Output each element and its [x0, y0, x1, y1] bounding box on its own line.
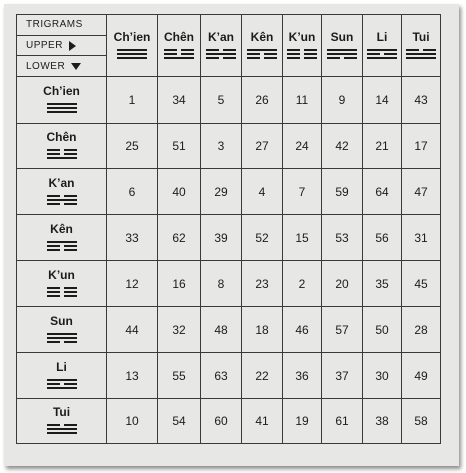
row-header-trigram-icon: [47, 239, 77, 253]
row-header: [17, 353, 107, 399]
row-header-label: Ch’ien: [43, 84, 80, 98]
hexagram-number-cell: 47: [402, 169, 441, 215]
row-header-trigram-icon: [47, 193, 77, 207]
row-header-label: Li: [56, 359, 67, 374]
hexagram-number-cell: 64: [363, 169, 402, 215]
hexagram-number-cell: 7: [283, 169, 322, 215]
hexagram-number-cell: 57: [322, 307, 363, 353]
table-row: [17, 399, 441, 444]
hexagram-number-cell: 14: [363, 77, 402, 124]
hexagram-number-cell: 24: [283, 124, 322, 169]
hexagram-number-cell: 30: [363, 353, 402, 399]
column-header-trigram-icon: [117, 47, 147, 61]
row-header: [17, 307, 107, 353]
row-header-label: K’an: [48, 175, 75, 190]
hexagram-number-cell: 22: [242, 353, 283, 399]
hexagram-number-cell: 49: [402, 353, 441, 399]
hexagram-number-cell: 52: [242, 215, 283, 261]
upper-label: [17, 35, 106, 56]
row-header: [17, 215, 107, 261]
hexagram-number-cell: 12: [107, 261, 158, 307]
row-header-trigram-icon: [47, 101, 77, 115]
trigrams-label: [17, 15, 106, 35]
hexagram-number-cell: 18: [242, 307, 283, 353]
row-header: [17, 399, 107, 444]
row-header-label: Kên: [50, 221, 73, 236]
column-header-label: Kên: [250, 29, 274, 44]
row-header-label: Sun: [50, 313, 73, 328]
lower-label-text: LOWER: [26, 60, 66, 72]
hexagram-number-cell: 5: [201, 77, 242, 124]
hexagram-number-cell: 23: [242, 261, 283, 307]
column-header-label: Li: [376, 29, 388, 44]
column-header: [158, 15, 201, 77]
row-header-trigram-icon: [47, 285, 77, 299]
hexagram-number-cell: 63: [201, 353, 242, 399]
hexagram-number-cell: 36: [283, 353, 322, 399]
hexagram-number-cell: 40: [158, 169, 201, 215]
table-body: [17, 77, 441, 444]
column-header: [201, 15, 242, 77]
column-header: [283, 15, 322, 77]
row-header-label: Tui: [52, 405, 71, 419]
hexagram-number-cell: 43: [402, 77, 441, 124]
trigrams-label-text: TRIGRAMS: [26, 19, 83, 31]
arrow-down-icon: [71, 63, 81, 70]
hexagram-number-cell: 3: [201, 124, 242, 169]
row-header-trigram-icon: [47, 422, 77, 436]
hexagram-number-cell: 58: [402, 399, 441, 444]
hexagram-number-cell: 26: [242, 77, 283, 124]
row-header-trigram-icon: [47, 147, 77, 161]
corner-cell: [17, 15, 107, 77]
hexagram-number-cell: 48: [201, 307, 242, 353]
column-header-trigram-icon: [164, 47, 194, 61]
column-header-label: K’un: [288, 29, 316, 44]
hexagram-number-cell: 29: [201, 169, 242, 215]
column-header-trigram-icon: [327, 47, 357, 61]
hexagram-number-cell: 53: [322, 215, 363, 261]
arrow-right-icon: [69, 41, 76, 51]
hexagram-number-cell: 8: [201, 261, 242, 307]
hexagram-number-cell: 50: [363, 307, 402, 353]
hexagram-number-cell: 37: [322, 353, 363, 399]
hexagram-number-cell: 6: [107, 169, 158, 215]
table-row: [17, 261, 441, 307]
hexagram-number-cell: 19: [283, 399, 322, 444]
column-header: [363, 15, 402, 77]
hexagram-number-cell: 51: [158, 124, 201, 169]
table-row: [17, 77, 441, 124]
hexagram-number-cell: 25: [107, 124, 158, 169]
hexagram-table: [16, 14, 441, 444]
upper-label-text: UPPER: [26, 40, 63, 51]
column-header-label: Chên: [164, 29, 194, 44]
hexagram-number-cell: 39: [201, 215, 242, 261]
hexagram-number-cell: 17: [402, 124, 441, 169]
header-row: [17, 15, 441, 77]
hexagram-number-cell: 1: [107, 77, 158, 124]
hexagram-number-cell: 20: [322, 261, 363, 307]
lower-label: [17, 55, 106, 76]
hexagram-number-cell: 32: [158, 307, 201, 353]
column-header-label: K’an: [207, 29, 234, 44]
column-header: [402, 15, 441, 77]
hexagram-number-cell: 34: [158, 77, 201, 124]
row-header: [17, 124, 107, 169]
column-header-label: Ch’ien: [113, 29, 151, 44]
table-row: [17, 307, 441, 353]
hexagram-number-cell: 11: [283, 77, 322, 124]
column-header: [242, 15, 283, 77]
hexagram-number-cell: 56: [363, 215, 402, 261]
hexagram-number-cell: 31: [402, 215, 441, 261]
table-row: [17, 215, 441, 261]
hexagram-number-cell: 4: [242, 169, 283, 215]
hexagram-number-cell: 54: [158, 399, 201, 444]
hexagram-number-cell: 13: [107, 353, 158, 399]
column-header: [322, 15, 363, 77]
hexagram-number-cell: 38: [363, 399, 402, 444]
hexagram-number-cell: 33: [107, 215, 158, 261]
column-header-trigram-icon: [367, 47, 397, 61]
hexagram-number-cell: 61: [322, 399, 363, 444]
hexagram-number-cell: 62: [158, 215, 201, 261]
hexagram-number-cell: 9: [322, 77, 363, 124]
hexagram-number-cell: 41: [242, 399, 283, 444]
row-header: [17, 169, 107, 215]
column-header-trigram-icon: [287, 47, 317, 61]
hexagram-number-cell: 44: [107, 307, 158, 353]
hexagram-number-cell: 16: [158, 261, 201, 307]
hexagram-number-cell: 55: [158, 353, 201, 399]
row-header: [17, 261, 107, 307]
table-row: [17, 124, 441, 169]
hexagram-number-cell: 46: [283, 307, 322, 353]
hexagram-number-cell: 45: [402, 261, 441, 307]
table-row: [17, 353, 441, 399]
column-header-label: Sun: [330, 29, 354, 44]
hexagram-number-cell: 2: [283, 261, 322, 307]
table-row: [17, 169, 441, 215]
trigram-table-page: [4, 4, 459, 466]
hexagram-number-cell: 15: [283, 215, 322, 261]
column-header-trigram-icon: [247, 47, 277, 61]
row-header-trigram-icon: [47, 331, 77, 345]
hexagram-number-cell: 35: [363, 261, 402, 307]
hexagram-number-cell: 28: [402, 307, 441, 353]
row-header-trigram-icon: [47, 377, 77, 391]
column-header-trigram-icon: [406, 47, 436, 61]
hexagram-number-cell: 27: [242, 124, 283, 169]
hexagram-number-cell: 60: [201, 399, 242, 444]
column-header-label: Tui: [412, 29, 430, 44]
hexagram-number-cell: 10: [107, 399, 158, 444]
hexagram-number-cell: 21: [363, 124, 402, 169]
row-header-label: Chên: [46, 130, 77, 144]
row-header: [17, 77, 107, 124]
row-header-label: K’un: [48, 267, 75, 282]
column-header-trigram-icon: [206, 47, 236, 61]
column-header: [107, 15, 158, 77]
hexagram-number-cell: 59: [322, 169, 363, 215]
hexagram-number-cell: 42: [322, 124, 363, 169]
